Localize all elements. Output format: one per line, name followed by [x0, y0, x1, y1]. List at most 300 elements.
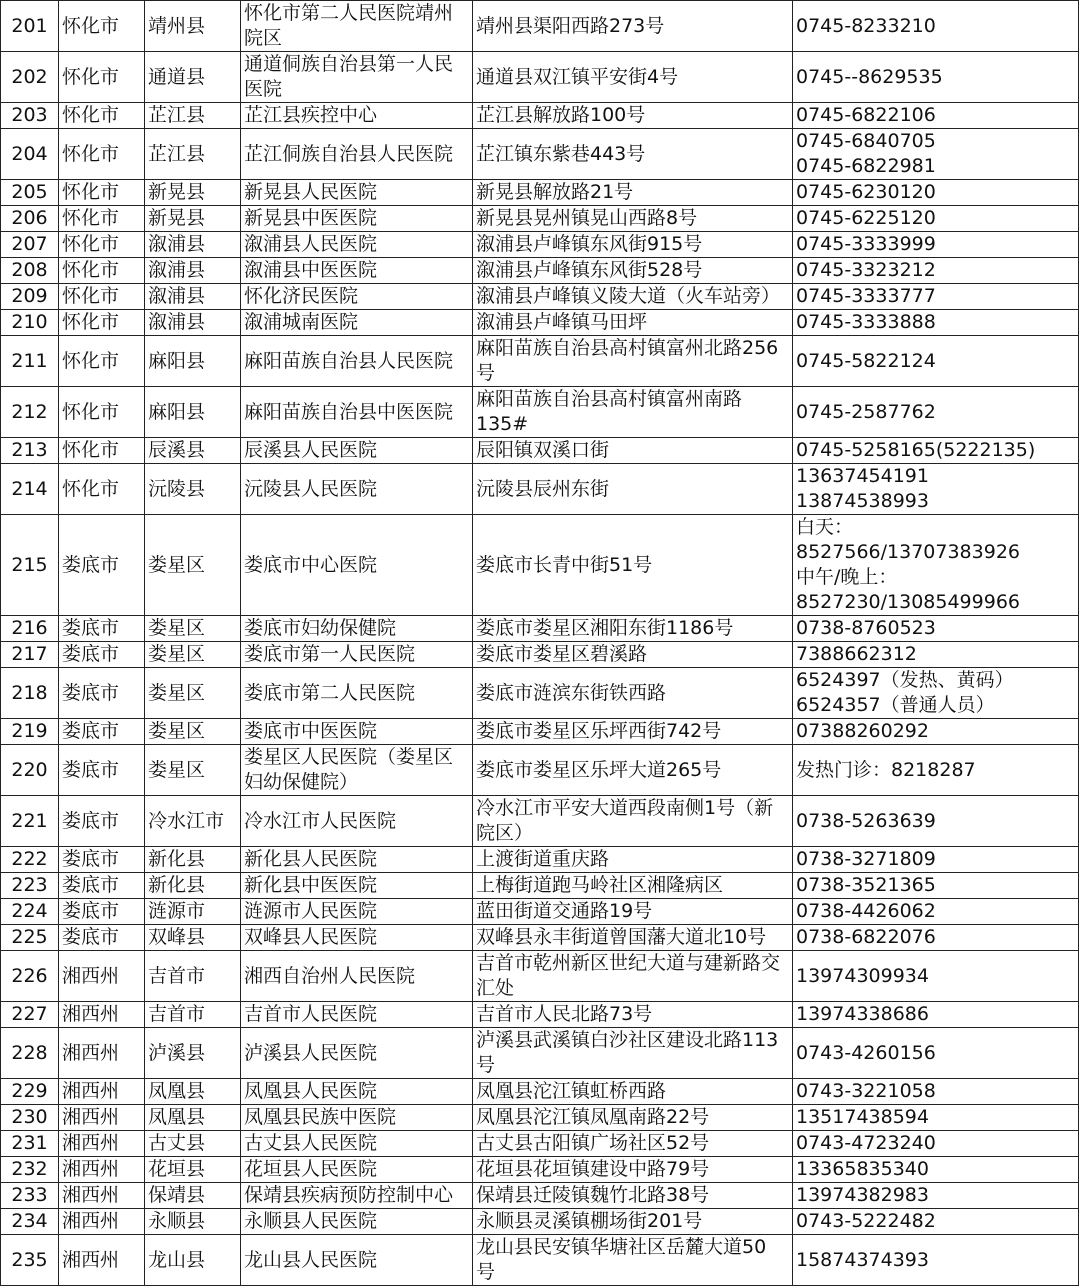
county-cell: 古丈县 — [145, 1131, 241, 1157]
address-cell — [473, 873, 793, 899]
hospital-name-cell-line: 娄星区人民医院（娄星区 — [244, 746, 454, 768]
address-cell-line: 溆浦县卢峰镇东风街915号 — [476, 233, 703, 255]
hospital-name-cell — [241, 180, 473, 206]
county-cell: 沅陵县 — [145, 464, 241, 515]
county-cell: 辰溪县 — [145, 438, 241, 464]
address-cell-line: 号 — [476, 1261, 496, 1283]
row-number: 221 — [1, 796, 59, 847]
hospital-name-cell-line: 吉首市人民医院 — [244, 1003, 378, 1025]
phone-cell-line: 0745-3333999 — [796, 233, 936, 255]
table-row — [1, 1, 1079, 52]
phone-cell — [793, 1105, 1079, 1131]
table-row — [1, 745, 1079, 796]
city-cell: 娄底市 — [59, 668, 145, 719]
address-cell — [473, 847, 793, 873]
hospital-name-cell — [241, 284, 473, 310]
phone-cell-line: 6524397（发热、黄码） — [796, 669, 1014, 691]
address-cell — [473, 103, 793, 129]
address-cell — [473, 796, 793, 847]
table-row — [1, 52, 1079, 103]
hospital-name-cell — [241, 642, 473, 668]
table-row — [1, 232, 1079, 258]
county-cell: 娄星区 — [145, 616, 241, 642]
city-cell: 怀化市 — [59, 1, 145, 52]
row-number: 227 — [1, 1002, 59, 1028]
address-cell-line: 溆浦县卢峰镇东风街528号 — [476, 259, 703, 281]
address-cell — [473, 925, 793, 951]
hospital-name-cell-line: 麻阳苗族自治县中医医院 — [244, 400, 454, 423]
city-cell: 怀化市 — [59, 464, 145, 515]
row-number: 210 — [1, 310, 59, 336]
city-cell: 湘西州 — [59, 1028, 145, 1079]
hospital-name-cell — [241, 1235, 473, 1286]
phone-cell-line: 0743-4260156 — [796, 1041, 936, 1064]
hospital-name-cell — [241, 1002, 473, 1028]
hospital-name-cell — [241, 438, 473, 464]
city-cell: 娄底市 — [59, 642, 145, 668]
phone-cell-line: 0743-4723240 — [796, 1132, 936, 1154]
hospital-table-body — [1, 1, 1079, 1286]
county-cell: 凤凰县 — [145, 1079, 241, 1105]
address-cell-line: 娄底市涟滨东街铁西路 — [476, 681, 667, 704]
table-row — [1, 925, 1079, 951]
phone-cell-line: 0738-5263639 — [796, 809, 936, 832]
city-cell: 湘西州 — [59, 1183, 145, 1209]
address-cell — [473, 1105, 793, 1131]
phone-cell — [793, 745, 1079, 796]
row-number: 230 — [1, 1105, 59, 1131]
row-number: 204 — [1, 129, 59, 180]
address-cell — [473, 1183, 793, 1209]
hospital-name-cell — [241, 668, 473, 719]
hospital-name-cell — [241, 1209, 473, 1235]
phone-cell — [793, 258, 1079, 284]
table-row — [1, 284, 1079, 310]
county-cell: 溆浦县 — [145, 258, 241, 284]
phone-cell — [793, 1, 1079, 52]
address-cell-line: 娄底市娄星区碧溪路 — [476, 643, 648, 665]
row-number: 208 — [1, 258, 59, 284]
phone-cell-line: 白天： — [796, 516, 854, 538]
table-row — [1, 129, 1079, 180]
row-number: 217 — [1, 642, 59, 668]
phone-cell-line: 0738-4426062 — [796, 900, 936, 922]
phone-cell — [793, 1235, 1079, 1286]
phone-cell — [793, 52, 1079, 103]
phone-cell — [793, 464, 1079, 515]
city-cell: 娄底市 — [59, 873, 145, 899]
address-cell — [473, 668, 793, 719]
phone-cell-line: 0745-6225120 — [796, 207, 936, 229]
address-cell-line: 通道县双江镇平安街4号 — [476, 65, 679, 88]
phone-cell-line: 13874538993 — [796, 490, 929, 512]
table-row — [1, 719, 1079, 745]
address-cell-line: 花垣县花垣镇建设中路79号 — [476, 1158, 710, 1180]
row-number: 209 — [1, 284, 59, 310]
address-cell-line: 娄底市娄星区乐坪西街742号 — [476, 720, 722, 742]
row-number: 205 — [1, 180, 59, 206]
phone-cell — [793, 1209, 1079, 1235]
row-number: 212 — [1, 387, 59, 438]
address-cell — [473, 387, 793, 438]
city-cell: 怀化市 — [59, 438, 145, 464]
address-cell — [473, 1131, 793, 1157]
address-cell-line: 沅陵县辰州东街 — [476, 477, 610, 500]
address-cell-line: 上渡街道重庆路 — [476, 848, 610, 870]
address-cell-line: 娄底市娄星区乐坪大道265号 — [476, 758, 722, 781]
address-cell-line: 辰阳镇双溪口街 — [476, 439, 610, 461]
table-row — [1, 1131, 1079, 1157]
address-cell — [473, 206, 793, 232]
hospital-name-cell — [241, 232, 473, 258]
address-cell-line: 号 — [476, 1054, 496, 1076]
county-cell: 芷江县 — [145, 103, 241, 129]
table-row — [1, 258, 1079, 284]
phone-cell-line: 0738-3521365 — [796, 874, 936, 896]
hospital-name-cell-line: 双峰县人民医院 — [244, 926, 378, 948]
city-cell: 湘西州 — [59, 1002, 145, 1028]
table-row — [1, 899, 1079, 925]
phone-cell-line: 0745-6822981 — [796, 155, 936, 177]
phone-cell-line: 0743-5222482 — [796, 1210, 936, 1232]
address-cell-line: 溆浦县卢峰镇马田坪 — [476, 311, 648, 333]
row-number: 203 — [1, 103, 59, 129]
hospital-name-cell-line: 麻阳苗族自治县人民医院 — [244, 349, 454, 372]
table-row — [1, 103, 1079, 129]
row-number: 235 — [1, 1235, 59, 1286]
county-cell: 吉首市 — [145, 951, 241, 1002]
hospital-name-cell — [241, 336, 473, 387]
hospital-name-cell-line: 涟源市人民医院 — [244, 900, 378, 922]
phone-cell-line: 8527566/13707383926 — [796, 541, 1020, 563]
address-cell-line: 院区） — [476, 822, 534, 844]
city-cell: 怀化市 — [59, 180, 145, 206]
city-cell: 娄底市 — [59, 899, 145, 925]
phone-cell — [793, 847, 1079, 873]
address-cell — [473, 1235, 793, 1286]
city-cell: 怀化市 — [59, 336, 145, 387]
phone-cell-line: 0745-5822124 — [796, 349, 936, 372]
city-cell: 湘西州 — [59, 1235, 145, 1286]
hospital-name-cell-line: 冷水江市人民医院 — [244, 809, 397, 832]
county-cell: 娄星区 — [145, 642, 241, 668]
county-cell: 冷水江市 — [145, 796, 241, 847]
hospital-name-cell — [241, 899, 473, 925]
hospital-name-cell — [241, 258, 473, 284]
hospital-name-cell — [241, 1105, 473, 1131]
address-cell — [473, 899, 793, 925]
table-row — [1, 1183, 1079, 1209]
hospital-name-cell-line: 泸溪县人民医院 — [244, 1041, 378, 1064]
row-number: 207 — [1, 232, 59, 258]
table-row — [1, 1157, 1079, 1183]
address-cell — [473, 719, 793, 745]
row-number: 206 — [1, 206, 59, 232]
address-cell — [473, 1157, 793, 1183]
phone-cell — [793, 206, 1079, 232]
phone-cell-line: 0745-6840705 — [796, 130, 936, 152]
phone-cell-line: 15874374393 — [796, 1248, 929, 1271]
hospital-name-cell-line: 新晃县人民医院 — [244, 181, 378, 203]
hospital-name-cell-line: 通道侗族自治县第一人民 — [244, 53, 454, 75]
row-number: 213 — [1, 438, 59, 464]
hospital-name-cell-line: 花垣县人民医院 — [244, 1158, 378, 1180]
city-cell: 怀化市 — [59, 284, 145, 310]
phone-cell-line: 0745-6230120 — [796, 181, 936, 203]
table-row — [1, 668, 1079, 719]
address-cell-line: 龙山县民安镇华塘社区岳麓大道50 — [476, 1236, 767, 1258]
hospital-name-cell — [241, 745, 473, 796]
county-cell: 通道县 — [145, 52, 241, 103]
phone-cell — [793, 668, 1079, 719]
hospital-name-cell — [241, 1131, 473, 1157]
hospital-name-cell — [241, 310, 473, 336]
hospital-name-cell — [241, 129, 473, 180]
table-row — [1, 847, 1079, 873]
hospital-name-cell-line: 新化县人民医院 — [244, 848, 378, 870]
phone-cell — [793, 1079, 1079, 1105]
address-cell — [473, 464, 793, 515]
hospital-name-cell-line: 娄底市中医医院 — [244, 720, 378, 742]
phone-cell — [793, 129, 1079, 180]
city-cell: 怀化市 — [59, 232, 145, 258]
city-cell: 娄底市 — [59, 796, 145, 847]
county-cell: 靖州县 — [145, 1, 241, 52]
row-number: 211 — [1, 336, 59, 387]
hospital-name-cell — [241, 951, 473, 1002]
row-number: 225 — [1, 925, 59, 951]
address-cell — [473, 1079, 793, 1105]
phone-cell — [793, 438, 1079, 464]
county-cell: 娄星区 — [145, 719, 241, 745]
phone-cell — [793, 1028, 1079, 1079]
phone-cell — [793, 1157, 1079, 1183]
county-cell: 双峰县 — [145, 925, 241, 951]
city-cell: 娄底市 — [59, 719, 145, 745]
phone-cell — [793, 719, 1079, 745]
address-cell — [473, 1028, 793, 1079]
phone-cell-line: 0745-2587762 — [796, 400, 936, 423]
address-cell — [473, 180, 793, 206]
row-number: 229 — [1, 1079, 59, 1105]
row-number: 226 — [1, 951, 59, 1002]
phone-cell-line: 0738-3271809 — [796, 848, 936, 870]
row-number: 224 — [1, 899, 59, 925]
hospital-name-cell-line: 医院 — [244, 78, 283, 100]
address-cell — [473, 1, 793, 52]
hospital-name-cell-line: 湘西自治州人民医院 — [244, 964, 416, 987]
address-cell — [473, 336, 793, 387]
table-row — [1, 387, 1079, 438]
hospital-name-cell-line: 院区 — [244, 27, 283, 49]
phone-cell — [793, 103, 1079, 129]
county-cell: 花垣县 — [145, 1157, 241, 1183]
county-cell: 新晃县 — [145, 180, 241, 206]
hospital-name-cell — [241, 616, 473, 642]
hospital-name-cell — [241, 847, 473, 873]
address-cell-line: 凤凰县沱江镇虹桥西路 — [476, 1080, 667, 1102]
county-cell: 保靖县 — [145, 1183, 241, 1209]
phone-cell — [793, 336, 1079, 387]
table-row — [1, 1209, 1079, 1235]
phone-cell-line: 0743-3221058 — [796, 1080, 936, 1102]
row-number: 218 — [1, 668, 59, 719]
phone-cell — [793, 180, 1079, 206]
county-cell: 新化县 — [145, 873, 241, 899]
hospital-name-cell — [241, 515, 473, 616]
phone-cell-line: 0745-3333777 — [796, 285, 936, 307]
phone-cell-line: 0745-3323212 — [796, 259, 936, 281]
hospital-name-cell-line: 溆浦城南医院 — [244, 311, 359, 333]
city-cell: 怀化市 — [59, 129, 145, 180]
table-row — [1, 951, 1079, 1002]
row-number: 220 — [1, 745, 59, 796]
hospital-name-cell-line: 古丈县人民医院 — [244, 1132, 378, 1154]
phone-cell — [793, 642, 1079, 668]
hospital-name-cell-line: 凤凰县人民医院 — [244, 1080, 378, 1102]
phone-cell-line: 8527230/13085499966 — [796, 591, 1020, 613]
address-cell-line: 号 — [476, 362, 496, 384]
phone-cell-line: 07388260292 — [796, 720, 929, 742]
city-cell: 怀化市 — [59, 52, 145, 103]
table-row — [1, 1028, 1079, 1079]
phone-cell-line: 0745--8629535 — [796, 65, 943, 88]
phone-cell — [793, 1131, 1079, 1157]
address-cell-line: 冷水江市平安大道西段南侧1号（新 — [476, 797, 774, 819]
phone-cell — [793, 951, 1079, 1002]
hospital-name-cell — [241, 387, 473, 438]
table-row — [1, 180, 1079, 206]
row-number: 228 — [1, 1028, 59, 1079]
hospital-name-cell — [241, 464, 473, 515]
county-cell: 溆浦县 — [145, 284, 241, 310]
address-cell — [473, 258, 793, 284]
hospital-name-cell-line: 永顺县人民医院 — [244, 1210, 378, 1232]
phone-cell-line: 发热门诊：8218287 — [796, 758, 976, 781]
city-cell: 湘西州 — [59, 1209, 145, 1235]
phone-cell-line: 13974382983 — [796, 1184, 929, 1206]
address-cell-line: 溆浦县卢峰镇义陵大道（火车站旁） — [476, 285, 781, 307]
address-cell — [473, 1002, 793, 1028]
city-cell: 娄底市 — [59, 616, 145, 642]
table-row — [1, 515, 1079, 616]
hospital-name-cell — [241, 1079, 473, 1105]
phone-cell — [793, 284, 1079, 310]
phone-cell-line: 13974338686 — [796, 1003, 929, 1025]
county-cell: 麻阳县 — [145, 336, 241, 387]
row-number: 214 — [1, 464, 59, 515]
hospital-name-cell — [241, 103, 473, 129]
city-cell: 娄底市 — [59, 925, 145, 951]
address-cell — [473, 642, 793, 668]
county-cell: 永顺县 — [145, 1209, 241, 1235]
hospital-name-cell — [241, 873, 473, 899]
city-cell: 怀化市 — [59, 258, 145, 284]
phone-cell-line: 中午/晚上： — [796, 566, 898, 588]
row-number: 202 — [1, 52, 59, 103]
table-row — [1, 438, 1079, 464]
address-cell — [473, 310, 793, 336]
phone-cell — [793, 925, 1079, 951]
address-cell-line: 保靖县迁陵镇魏竹北路38号 — [476, 1184, 710, 1206]
phone-cell — [793, 1183, 1079, 1209]
table-row — [1, 464, 1079, 515]
address-cell — [473, 616, 793, 642]
hospital-name-cell-line: 凤凰县民族中医院 — [244, 1106, 397, 1128]
address-cell-line: 汇处 — [476, 977, 515, 999]
address-cell — [473, 1209, 793, 1235]
phone-cell — [793, 616, 1079, 642]
county-cell: 娄星区 — [145, 668, 241, 719]
row-number: 234 — [1, 1209, 59, 1235]
row-number: 219 — [1, 719, 59, 745]
city-cell: 娄底市 — [59, 745, 145, 796]
address-cell-line: 上梅街道跑马岭社区湘隆病区 — [476, 874, 724, 896]
row-number: 233 — [1, 1183, 59, 1209]
address-cell-line: 麻阳苗族自治县高村镇富州北路256 — [476, 337, 779, 359]
county-cell: 吉首市 — [145, 1002, 241, 1028]
phone-cell-line: 0745-6822106 — [796, 104, 936, 126]
county-cell: 新晃县 — [145, 206, 241, 232]
county-cell: 新化县 — [145, 847, 241, 873]
row-number: 231 — [1, 1131, 59, 1157]
hospital-name-cell-line: 娄底市妇幼保健院 — [244, 617, 397, 639]
table-row — [1, 796, 1079, 847]
hospital-name-cell — [241, 719, 473, 745]
table-row — [1, 1079, 1079, 1105]
city-cell: 怀化市 — [59, 310, 145, 336]
address-cell — [473, 284, 793, 310]
table-row — [1, 1235, 1079, 1286]
phone-cell — [793, 232, 1079, 258]
city-cell: 怀化市 — [59, 206, 145, 232]
phone-cell — [793, 515, 1079, 616]
address-cell — [473, 951, 793, 1002]
city-cell: 湘西州 — [59, 1079, 145, 1105]
county-cell: 凤凰县 — [145, 1105, 241, 1131]
address-cell-line: 芷江镇东紫巷443号 — [476, 142, 646, 165]
hospital-name-cell-line: 怀化济民医院 — [244, 285, 359, 307]
county-cell: 溆浦县 — [145, 310, 241, 336]
table-row — [1, 616, 1079, 642]
phone-cell-line: 0738-8760523 — [796, 617, 936, 639]
address-cell-line: 靖州县渠阳西路273号 — [476, 14, 665, 37]
hospital-name-cell — [241, 1028, 473, 1079]
address-cell — [473, 438, 793, 464]
hospital-name-cell-line: 溆浦县中医医院 — [244, 259, 378, 281]
phone-cell-line: 7388662312 — [796, 643, 917, 665]
address-cell — [473, 232, 793, 258]
hospital-name-cell-line: 保靖县疾病预防控制中心 — [244, 1184, 454, 1206]
city-cell: 湘西州 — [59, 1105, 145, 1131]
address-cell-line: 蓝田街道交通路19号 — [476, 900, 653, 922]
phone-cell-line: 13365835340 — [796, 1158, 929, 1180]
address-cell-line: 娄底市娄星区湘阳东街1186号 — [476, 617, 734, 639]
city-cell: 娄底市 — [59, 847, 145, 873]
hospital-name-cell — [241, 1, 473, 52]
row-number: 223 — [1, 873, 59, 899]
phone-cell-line: 0738-6822076 — [796, 926, 936, 948]
hospital-name-cell-line: 娄底市中心医院 — [244, 553, 378, 576]
county-cell: 溆浦县 — [145, 232, 241, 258]
phone-cell — [793, 310, 1079, 336]
city-cell: 湘西州 — [59, 1131, 145, 1157]
phone-cell-line: 13974309934 — [796, 964, 929, 987]
row-number: 215 — [1, 515, 59, 616]
row-number: 222 — [1, 847, 59, 873]
hospital-name-cell — [241, 796, 473, 847]
address-cell-line: 芷江县解放路100号 — [476, 104, 646, 126]
